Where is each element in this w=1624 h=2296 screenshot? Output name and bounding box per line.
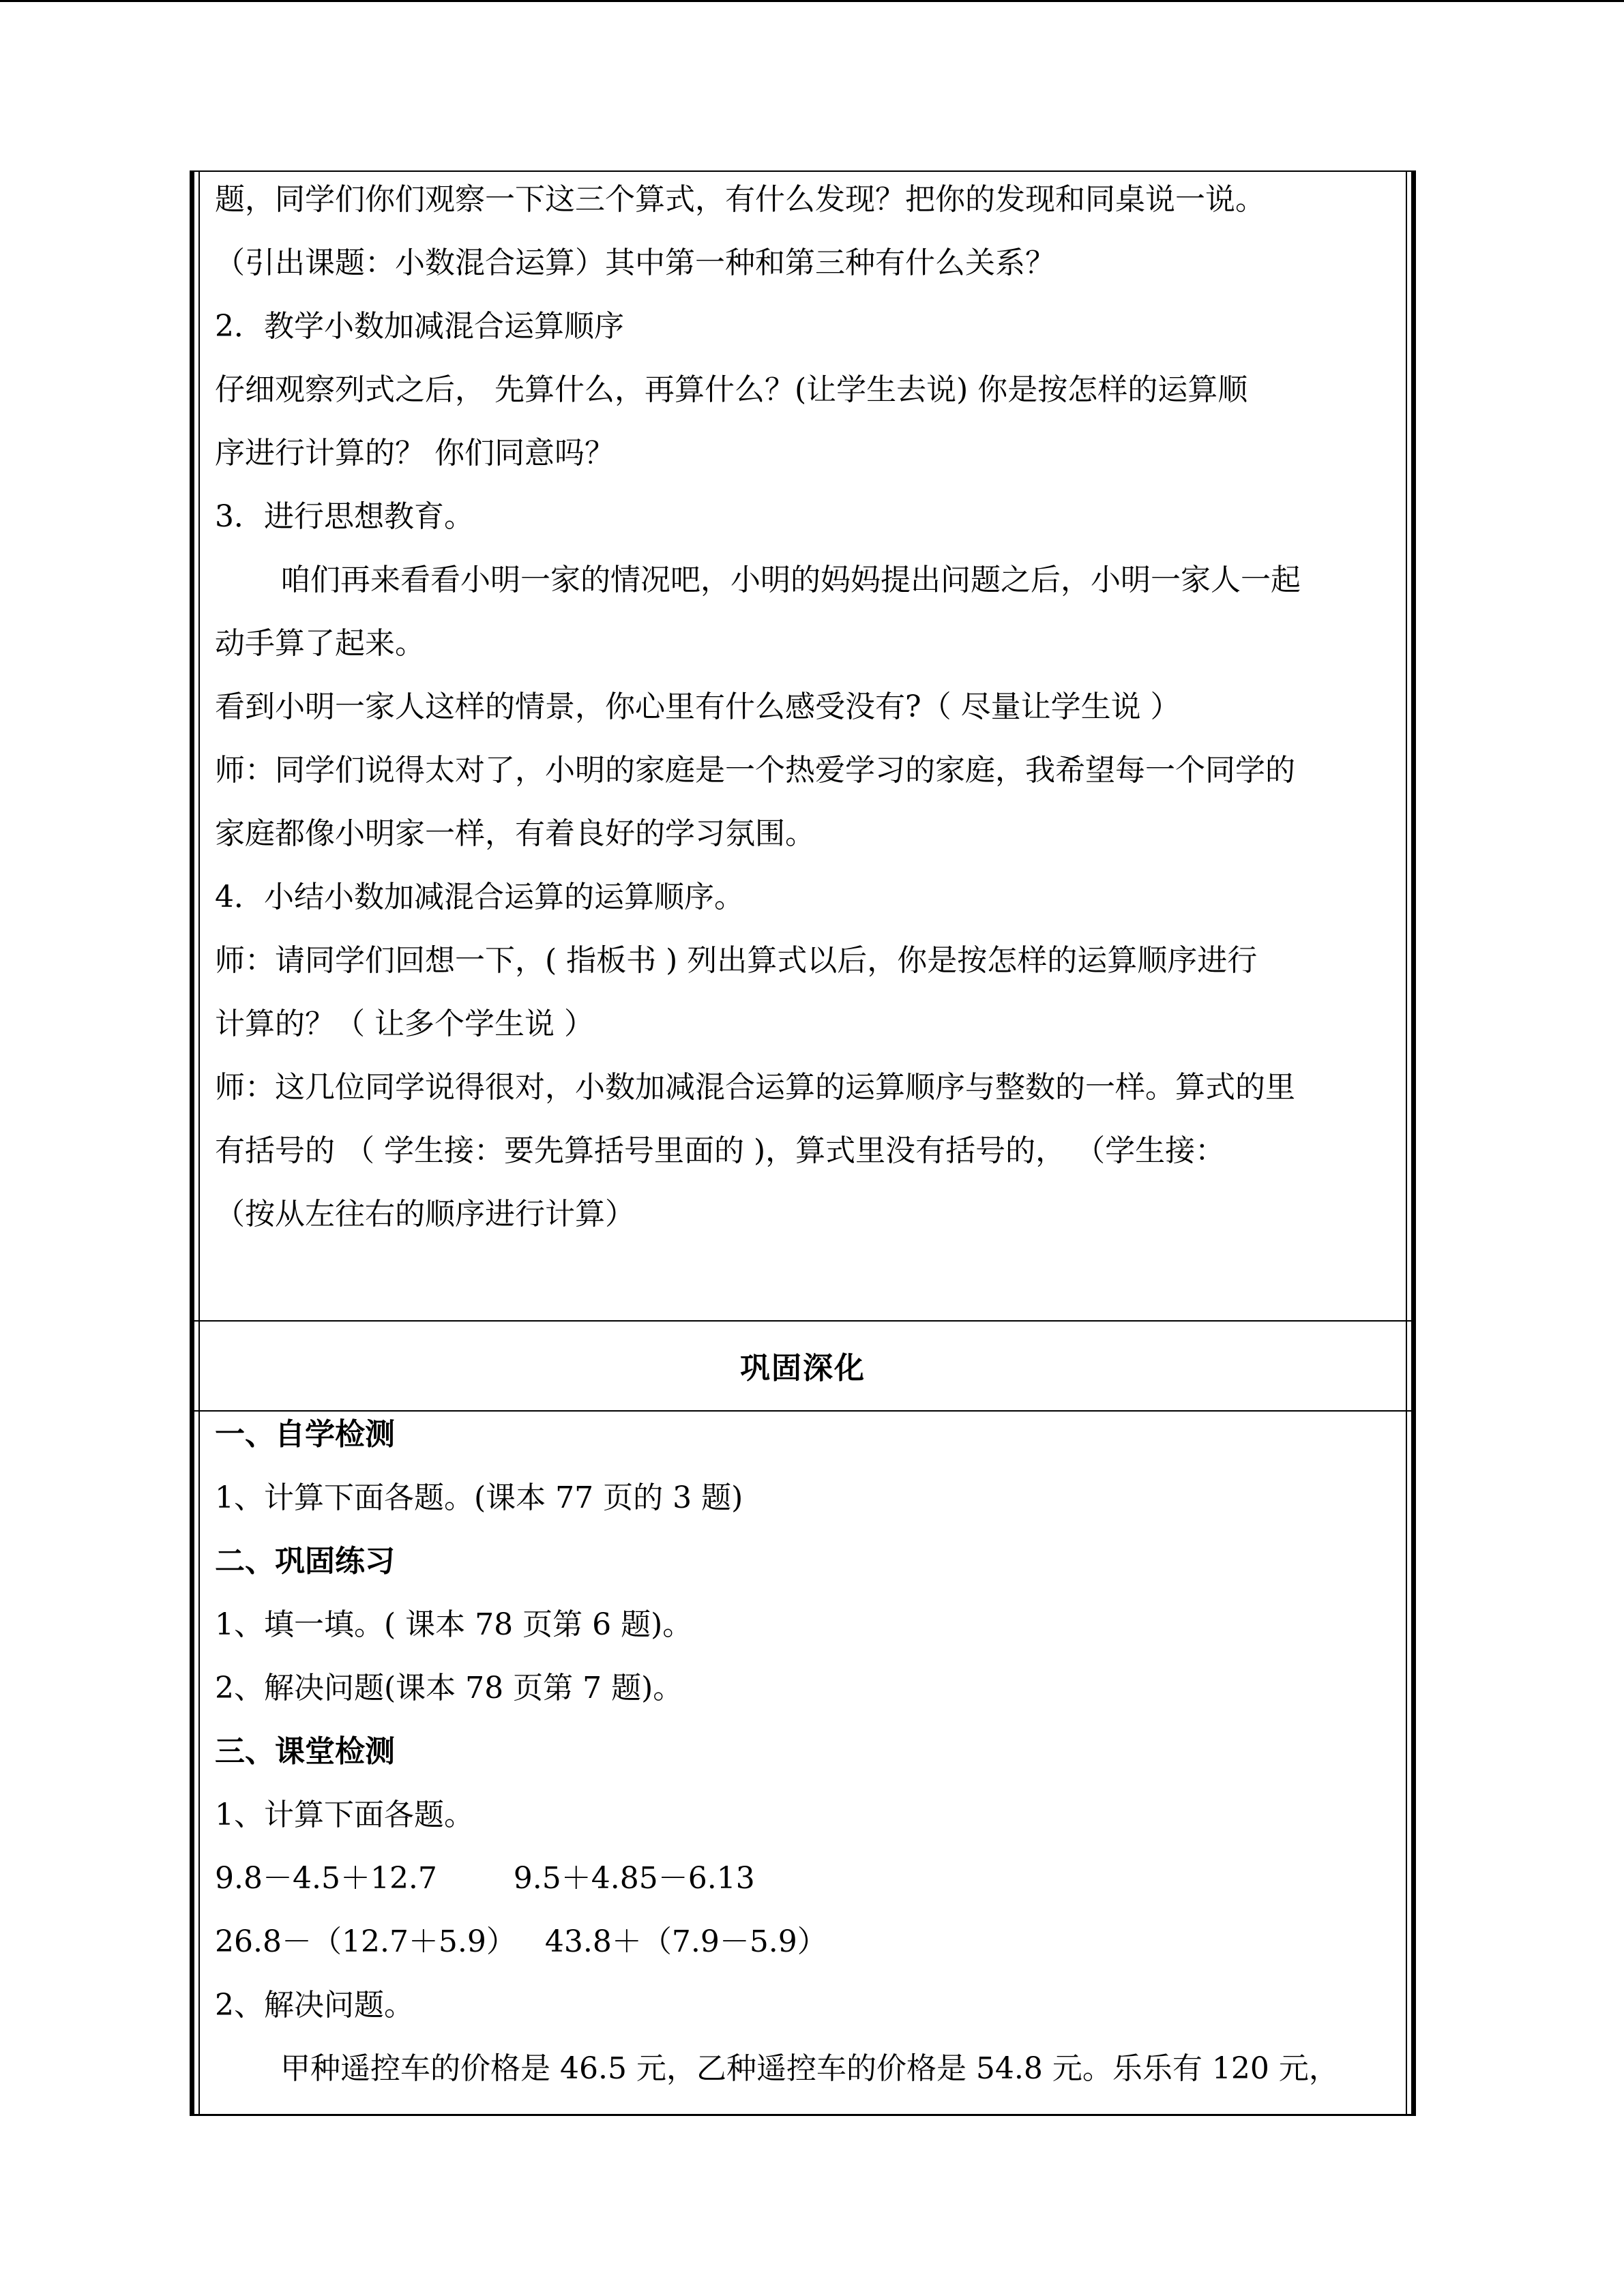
exercise-item: 1、计算下面各题。(课本 77 页的 3 题) [215, 1480, 743, 1515]
text-line: （按从左往右的顺序进行计算） [215, 1197, 635, 1232]
lesson-plan-table [190, 170, 1416, 2116]
exercise-item: 1、填一填。( 课本 78 页第 6 题)。 [215, 1607, 693, 1642]
text-line: （引出课题：小数混合运算）其中第一种和第三种有什么关系？ [215, 245, 1055, 280]
expression-row: 9.8－4.5＋12.7 9.5＋4.85－6.13 [215, 1861, 755, 1896]
text-line: 师：请同学们回想一下，( 指板书 ) 列出算式以后，你是按怎样的运算顺序进行 [215, 943, 1258, 978]
exercise-item: 2、解决问题。 [215, 1988, 414, 2023]
text-line: 仔细观察列式之后， 先算什么，再算什么？(让学生去说) 你是按怎样的运算顺 [215, 372, 1248, 407]
subheading-class-test: 三、课堂检测 [215, 1734, 395, 1769]
text-line: 计算的？（ 让多个学生说 ） [215, 1007, 594, 1041]
text-line: 动手算了起来。 [215, 626, 425, 661]
teaching-process-cell [194, 170, 1411, 1322]
section-heading: 巩固深化 [740, 1351, 866, 1386]
problem-text: 甲种遥控车的价格是 46.5 元，乙种遥控车的价格是 54.8 元。乐乐有 120 元， [280, 2051, 1339, 2086]
exercise-item: 2、解决问题(课本 78 页第 7 题)。 [215, 1671, 683, 1705]
exercise-item: 1、计算下面各题。 [215, 1798, 474, 1832]
text-line: 看到小明一家人这样的情景，你心里有什么感受没有?（ 尽量让学生说 ） [215, 689, 1181, 724]
text-line: 咱们再来看看小明一家的情况吧，小明的妈妈提出问题之后，小明一家人一起 [280, 563, 1301, 597]
text-line: 有括号的 （ 学生接：要先算括号里面的 )，算式里没有括号的， （学生接： [215, 1133, 1226, 1168]
subheading-self-study: 一、自学检测 [215, 1417, 395, 1452]
text-line: 序进行计算的？ 你们同意吗？ [215, 436, 615, 471]
text-line: 题，同学们你们观察一下这三个算式，有什么发现？把你的发现和同桌说一说。 [215, 182, 1265, 217]
text-line: 4．小结小数加减混合运算的运算顺序。 [215, 880, 744, 914]
text-line: 家庭都像小明家一样，有着良好的学习氛围。 [215, 816, 815, 851]
text-line: 3．进行思想教育。 [215, 499, 474, 534]
expression-row: 26.8－（12.7＋5.9） 43.8＋（7.9－5.9） [215, 1924, 827, 1959]
page-top-rule [0, 0, 1624, 2]
section-heading-cell [194, 1320, 1411, 1412]
subheading-practice: 二、巩固练习 [215, 1544, 395, 1579]
text-line: 2．教学小数加减混合运算顺序 [215, 309, 624, 344]
text-line: 师：同学们说得太对了，小明的家庭是一个热爱学习的家庭，我希望每一个同学的 [215, 753, 1295, 788]
consolidation-cell [194, 1412, 1411, 2114]
text-line: 师：这几位同学说得很对，小数加减混合运算的运算顺序与整数的一样。算式的里 [215, 1070, 1295, 1105]
